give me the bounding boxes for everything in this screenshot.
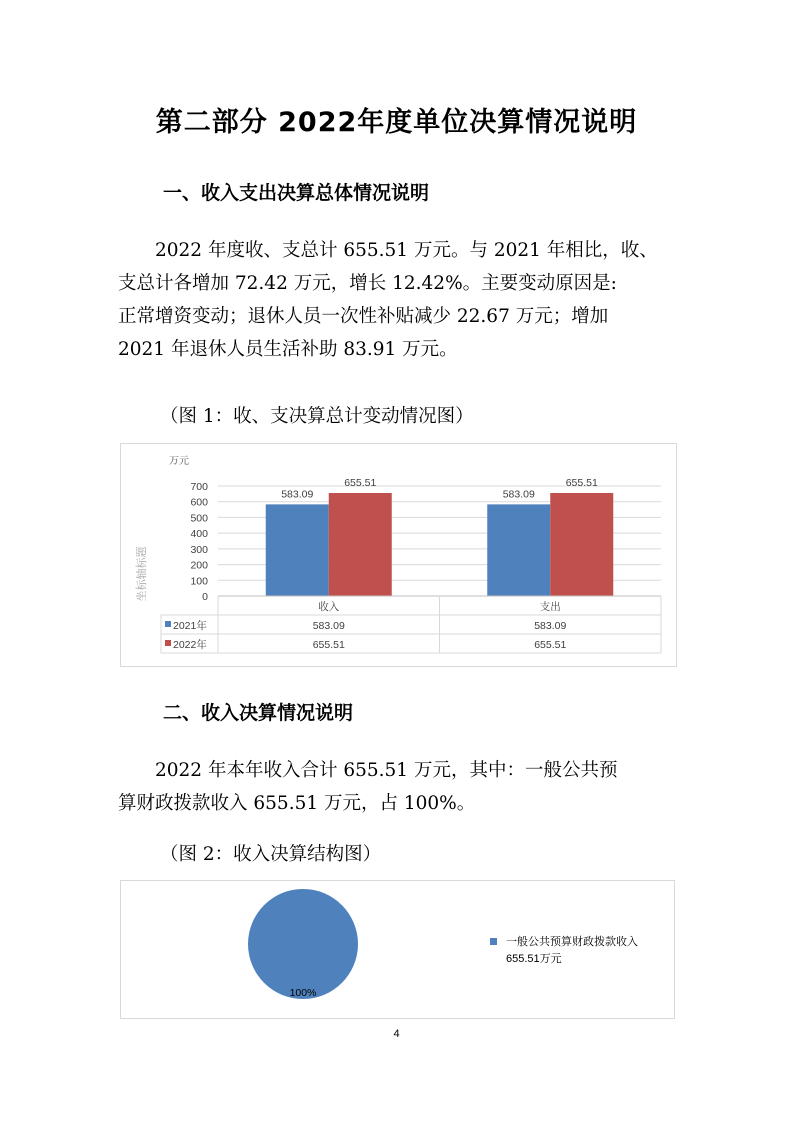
legend-label: 655.51万元 bbox=[506, 953, 562, 965]
y-tick-label: 600 bbox=[190, 496, 208, 509]
pie-slice bbox=[248, 889, 358, 999]
y-tick-label: 300 bbox=[190, 543, 208, 556]
bar-data-label: 655.51 bbox=[344, 476, 377, 489]
y-tick-label: 200 bbox=[190, 559, 208, 572]
chart-income-expenditure bbox=[120, 443, 677, 667]
pie-data-label: 100% bbox=[289, 987, 317, 999]
legend-label: 一般公共预算财政拨款收入 bbox=[506, 936, 638, 948]
bar bbox=[550, 493, 613, 596]
x-category-label: 收入 bbox=[318, 601, 340, 613]
section-heading-income: 二、收入决算情况说明 bbox=[163, 702, 354, 724]
paragraph-line: 算财政拨款收入 655.51 万元，占 100%。 bbox=[118, 793, 476, 814]
y-axis-title: 坐标轴标题 bbox=[136, 546, 148, 602]
bar-data-label: 655.51 bbox=[565, 476, 598, 489]
bar bbox=[266, 504, 329, 596]
bar-data-label: 583.09 bbox=[281, 488, 314, 501]
table-cell-value: 583.09 bbox=[534, 620, 567, 632]
paragraph-line: 2022 年度收、支总计 655.51 万元。与 2021 年相比，收、 bbox=[155, 240, 658, 261]
unit-label: 万元 bbox=[169, 456, 189, 467]
paragraph-line: 支总计各增加 72.42 万元，增长 12.42%。主要变动原因是: bbox=[118, 273, 617, 294]
bar-chart-svg bbox=[121, 444, 676, 666]
paragraph-line: 2022 年本年收入合计 655.51 万元，其中：一般公共预 bbox=[155, 760, 618, 781]
bar-data-label: 583.09 bbox=[502, 488, 535, 501]
section-heading-overall: 一、收入支出决算总体情况说明 bbox=[163, 182, 430, 204]
paragraph-line: 2021 年退休人员生活补助 83.91 万元。 bbox=[118, 339, 458, 360]
paragraph-overall bbox=[118, 234, 678, 366]
figure-caption-2: （图 2：收入决算结构图） bbox=[160, 844, 382, 865]
table-cell-value: 583.09 bbox=[312, 620, 345, 632]
paragraph-income bbox=[118, 754, 678, 820]
x-category-label: 支出 bbox=[539, 601, 561, 613]
y-tick-label: 500 bbox=[190, 512, 208, 525]
table-series-name: 2022年 bbox=[173, 639, 207, 651]
y-tick-label: 100 bbox=[190, 575, 208, 588]
y-tick-label: 400 bbox=[190, 528, 208, 541]
bar bbox=[329, 493, 392, 596]
figure-caption-1: （图 1：收、支决算总计变动情况图） bbox=[160, 406, 474, 427]
y-tick-label: 0 bbox=[202, 591, 208, 603]
legend-key bbox=[490, 938, 497, 945]
chart-income-structure bbox=[120, 880, 675, 1019]
pie-chart-svg bbox=[121, 881, 674, 1018]
bar bbox=[487, 504, 550, 596]
legend-key bbox=[165, 640, 171, 646]
table-cell-value: 655.51 bbox=[312, 639, 345, 651]
table-cell-value: 655.51 bbox=[534, 639, 567, 651]
y-tick-label: 700 bbox=[190, 481, 208, 493]
table-series-name: 2021年 bbox=[173, 620, 207, 632]
paragraph-line: 正常增资变动；退休人员一次性补贴减少 22.67 万元；增加 bbox=[118, 306, 609, 327]
page-title: 第二部分 2022年度单位决算情况说明 bbox=[155, 107, 638, 138]
legend-key bbox=[165, 621, 171, 627]
page-number: 4 bbox=[393, 1028, 400, 1040]
